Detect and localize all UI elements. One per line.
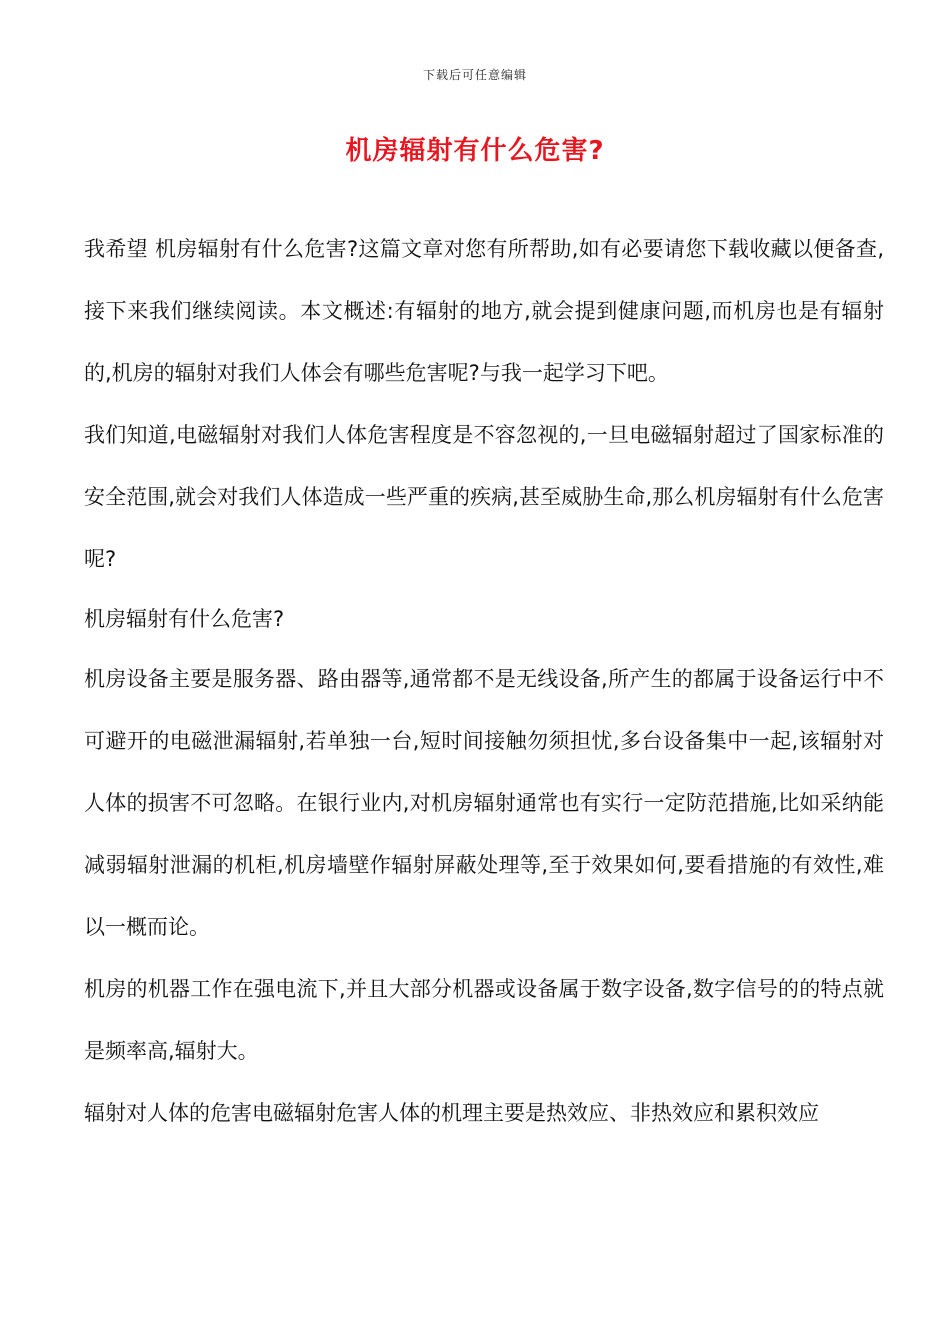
paragraph-harm-mechanism: 辐射对人体的危害电磁辐射危害人体的机理主要是热效应、非热效应和累积效应 <box>84 1101 819 1125</box>
section-heading: 机房辐射有什么危害? <box>84 607 285 631</box>
paragraph-equipment: 机房设备主要是服务器、路由器等,通常都不是无线设备,所产生的都属于设备运行中不可避开的电磁泄漏辐射,若单独一台,短时间接触勿须担忧,多台设备集中一起,该辐射对人体的损害不可忽略。在银行业内,对机房辐射通常也有实行一定防范措施,比如采纳能减弱辐射泄漏的机柜,机房墙壁作辐射屏蔽处理等,至于效果如何,要看措施的有效性,难以一概而论。 <box>84 667 884 939</box>
header-note: 下载后可任意编辑 <box>422 68 527 82</box>
paragraph-digital-signal: 机房的机器工作在强电流下,并且大部分机器或设备属于数字设备,数字信号的的特点就是频率高,辐射大。 <box>84 977 884 1063</box>
document-title: 机房辐射有什么危害? <box>345 136 605 166</box>
paragraph-background: 我们知道,电磁辐射对我们人体危害程度是不容忽视的,一旦电磁辐射超过了国家标准的安全范围,就会对我们人体造成一些严重的疾病,甚至威胁生命,那么机房辐射有什么危害呢? <box>84 423 884 571</box>
paragraph-intro: 我希望 机房辐射有什么危害?这篇文章对您有所帮助,如有必要请您下载收藏以便备查,接下来我们继续阅读。本文概述:有辐射的地方,就会提到健康问题,而机房也是有辐射的,机房的辐射对我们人体会有哪些危害呢?与我一起学习下吧。 <box>84 237 884 385</box>
document-body <box>84 218 884 1144</box>
